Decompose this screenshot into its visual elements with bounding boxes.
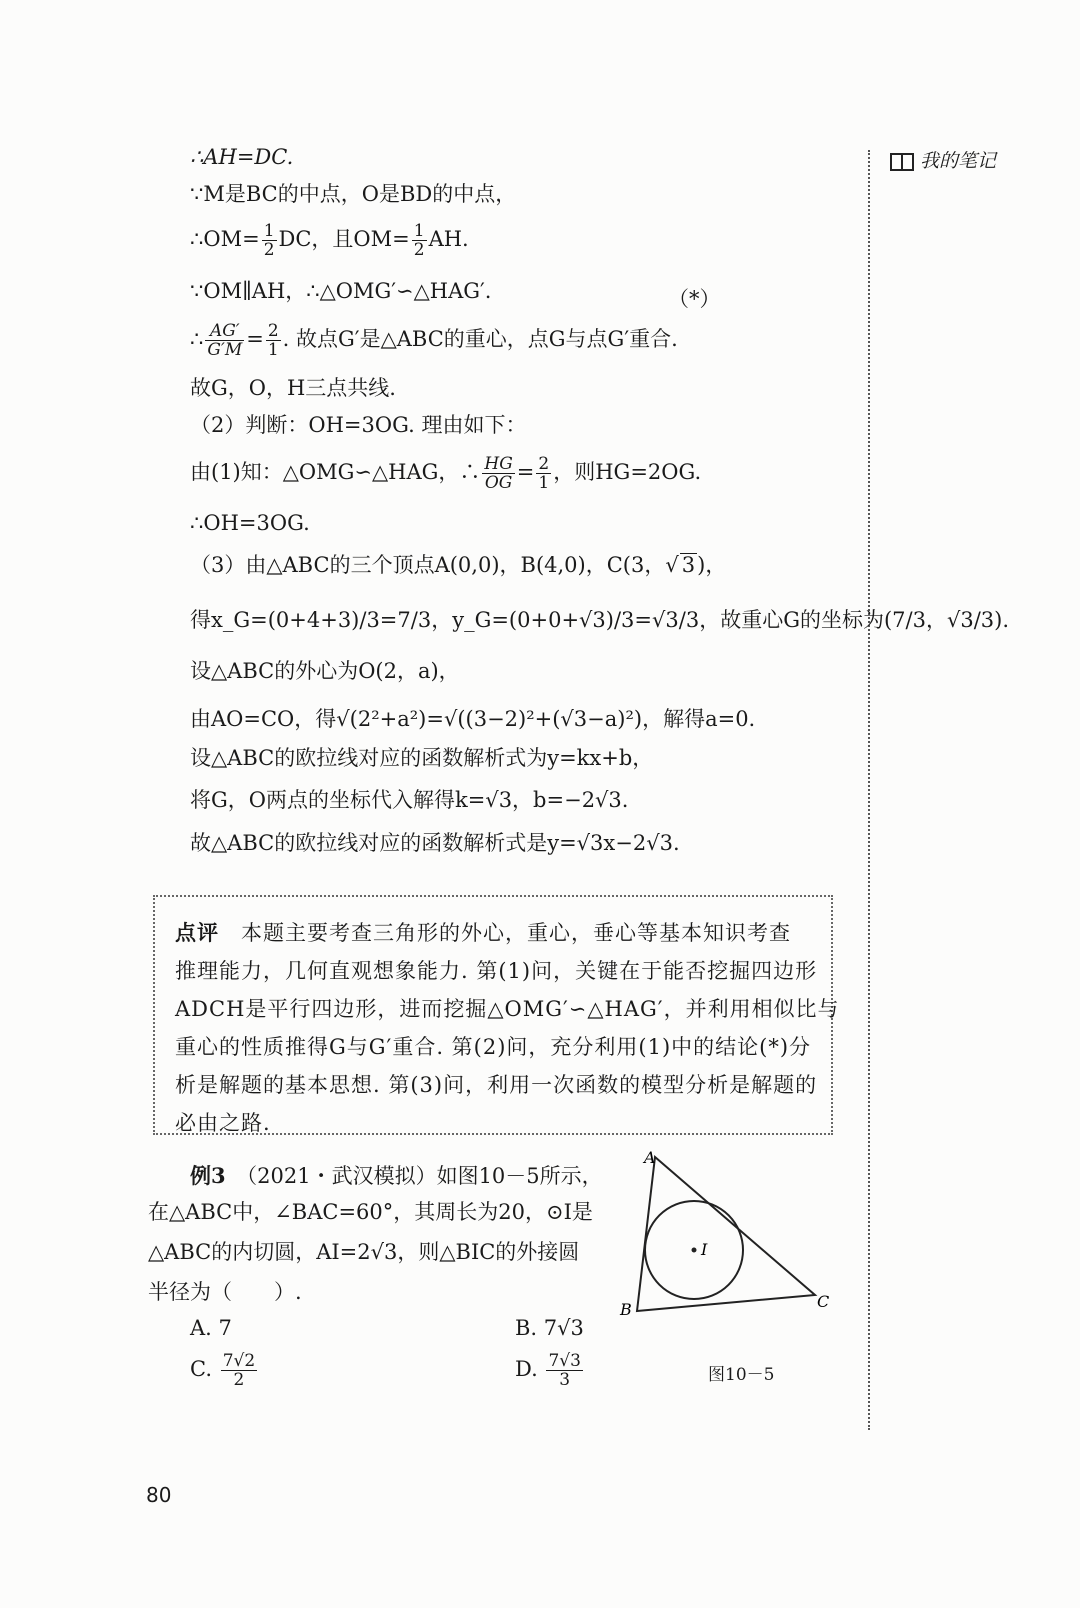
option-a: A. 7 (190, 1316, 232, 1340)
solution-line-1: ∴AH=DC. (190, 145, 294, 169)
example-line-2: 在△ABC中，∠BAC=60°，其周长为20，⊙I是 (148, 1200, 593, 1224)
fraction-hg-og (482, 455, 514, 492)
option-b: B. 7√3 (515, 1316, 584, 1340)
fraction-two-one (266, 322, 281, 359)
text-segment: 由(1)知：△OMG∽△HAG，∴ (190, 460, 481, 484)
option-fraction (546, 1352, 582, 1389)
numerator: 2 (267, 321, 279, 341)
numerator: 2 (538, 454, 550, 474)
label-a: A (644, 1148, 656, 1167)
option-d (515, 1352, 585, 1389)
denominator: G′M (207, 340, 243, 360)
solution-line-14: 设△ABC的欧拉线对应的函数解析式为y=kx+b， (190, 746, 654, 770)
text-segment: = (516, 460, 535, 484)
example-line-1 (190, 1160, 603, 1190)
label-i: I (701, 1240, 708, 1259)
text-segment: . 故点G′是△ABC的重心，点G与点G′重合. (282, 327, 678, 351)
solution-line-7: （2）判断：OH=3OG. 理由如下： (190, 413, 527, 437)
solution-line-2: ∵M是BC的中点，O是BD的中点， (190, 182, 517, 206)
label-b: B (620, 1300, 632, 1319)
denominator: 2 (413, 240, 425, 260)
comment-label: 点评 (175, 920, 219, 945)
text-segment: = (246, 327, 264, 351)
solution-line-6: 故G，O，H三点共线. (190, 376, 396, 400)
denominator: OG (484, 473, 513, 493)
example-label: 例3 (190, 1163, 226, 1188)
fraction-half (412, 222, 427, 259)
fraction-half (262, 222, 277, 259)
option-prefix: C. (190, 1357, 212, 1381)
comment-line-4: 重心的性质推得G与G′重合. 第(2)问，充分利用(1)中的结论(*)分 (175, 1035, 812, 1059)
text-segment: ∴ (190, 327, 204, 351)
text-segment: AH. (428, 227, 469, 251)
comment-line-2: 推理能力，几何直观想象能力. 第(1)问，关键在于能否挖掘四边形 (175, 959, 818, 983)
numerator: 7√2 (222, 1351, 256, 1371)
solution-line-8 (190, 455, 701, 492)
numerator: AG′ (205, 322, 244, 341)
numerator: 1 (413, 221, 425, 241)
solution-line-15: 将G，O两点的坐标代入解得k=√3，b=−2√3. (190, 788, 629, 812)
option-c (190, 1352, 259, 1389)
option-prefix: D. (515, 1357, 538, 1381)
notes-divider (868, 150, 870, 1430)
numerator: 7√3 (548, 1351, 581, 1371)
incenter-dot (692, 1248, 697, 1253)
denominator: 2 (263, 240, 275, 260)
my-notes-label: 我的笔记 (920, 150, 997, 172)
text-segment: )， (697, 553, 727, 577)
denominator: 2 (233, 1370, 245, 1390)
solution-line-16: 故△ABC的欧拉线对应的函数解析式是y=√3x−2√3. (190, 831, 680, 855)
solution-line-9: ∴OH=3OG. (190, 511, 310, 535)
solution-line-12: 设△ABC的外心为O(2，a)， (190, 659, 460, 683)
label-c: C (817, 1292, 830, 1311)
solution-line-11: 得x_G=(0+4+3)/3=7/3，y_G=(0+0+√3)/3=√3/3，故重心G的坐标为(7/3，√3/3). (190, 608, 1009, 632)
example-line-3: △ABC的内切圆，AI=2√3，则△BIC的外接圆 (148, 1240, 580, 1264)
denominator: 1 (267, 340, 279, 360)
solution-line-4: ∵OM∥AH，∴△OMG′∽△HAG′. (190, 279, 492, 303)
fraction-two-one (536, 455, 551, 492)
figure-caption: 图10－5 (708, 1365, 775, 1385)
example-line-4: 半径为（ ）. (148, 1280, 302, 1304)
solution-line-3 (190, 222, 469, 259)
book-icon (890, 153, 914, 171)
solution-line-13: 由AO=CO，得√(2²+a²)=√((3−2)²+(√3−a)²)，解得a=0. (190, 707, 756, 731)
comment-line-1 (175, 917, 791, 947)
comment-box (153, 895, 840, 1135)
text-segment: ，则HG=2OG. (553, 460, 702, 484)
page-number: 80 (146, 1483, 172, 1507)
star-tag: （*） (668, 287, 721, 311)
numerator: 1 (263, 221, 275, 241)
text-segment: ∴OM= (190, 227, 260, 251)
denominator: 1 (538, 473, 550, 493)
text-segment: （3）由△ABC的三个顶点A(0,0)，B(4,0)，C(3， (190, 553, 666, 577)
triangle-figure (610, 1145, 850, 1345)
example-text: （2021・武汉模拟）如图10－5所示， (246, 1164, 603, 1188)
my-notes-header (890, 146, 996, 173)
sqrt-radicand: 3 (681, 553, 696, 577)
denominator: 3 (559, 1370, 571, 1390)
comment-line-5: 析是解题的基本思想. 第(3)问，利用一次函数的模型分析是解题的 (175, 1073, 818, 1097)
option-fraction (221, 1352, 257, 1389)
comment-line-6: 必由之路. (175, 1111, 271, 1135)
solution-line-10: （3）由△ABC的三个顶点A(0,0)，B(4,0)，C(3，√ 3)， (190, 553, 727, 577)
numerator: HG (484, 454, 513, 474)
text-segment: DC，且OM= (278, 227, 410, 251)
comment-line-3: ADCH是平行四边形，进而挖掘△OMG′∽△HAG′，并利用相似比与 (175, 997, 840, 1021)
fraction-ag (205, 322, 244, 359)
solution-line-5 (190, 322, 678, 359)
comment-text: 本题主要考查三角形的外心，重心，垂心等基本知识考查 (241, 921, 791, 945)
